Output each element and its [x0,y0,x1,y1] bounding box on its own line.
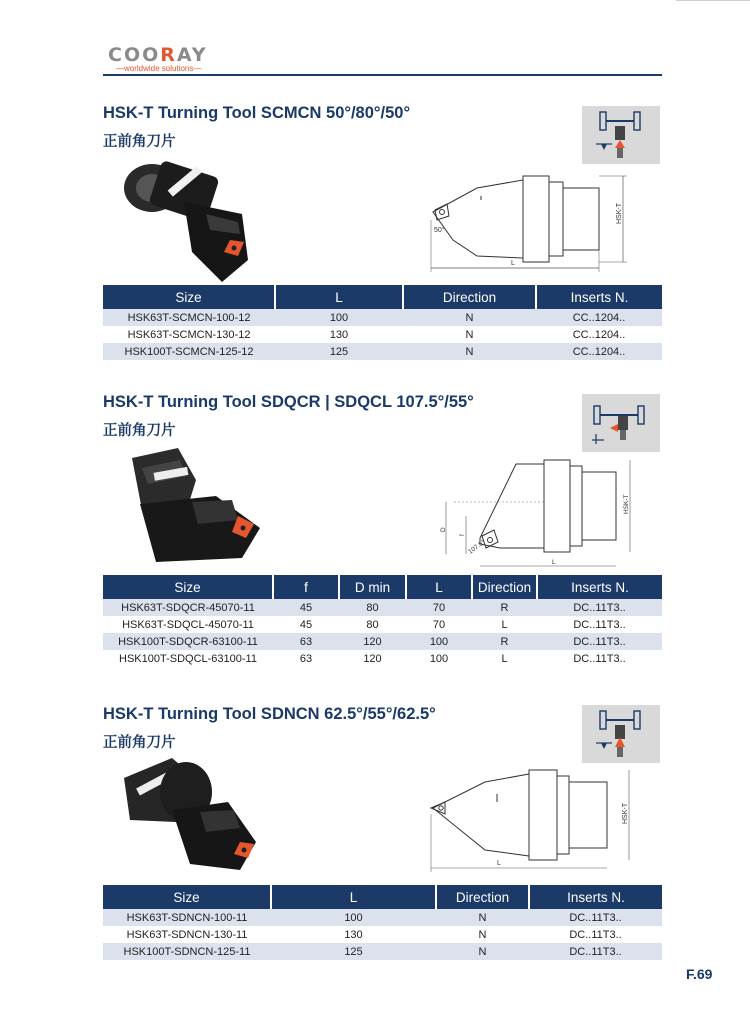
cell-size: HSK63T-SDNCN-130-11 [126,928,248,941]
col-header-l: L [275,285,403,309]
cell-f: 45 [299,618,313,631]
col-header-f: f [273,575,339,599]
drawing-length-label: L [497,860,501,867]
cell-size: HSK100T-SDQCR-63100-11 [103,633,273,650]
cell-l: 70 [432,618,446,631]
col-header-size: Size [103,285,275,309]
col-header-inserts: Inserts N. [537,575,662,599]
drawing-f-label: f [459,534,466,536]
cell-dmin: 80 [339,599,406,616]
cell-size: HSK63T-SDQCR-45070-11 [103,599,273,616]
tool-photo-sdncn [116,752,266,882]
col-header-direction: Direction [403,285,536,309]
cell-inserts: CC..1204.. [572,328,626,341]
table-row [103,650,662,667]
drawing-height-label: HSK-T [622,803,629,824]
cell-direction: L [501,652,508,665]
cell-inserts: DC..11T3.. [573,652,626,665]
spec-table-sdqc [103,575,662,667]
cell-l: 130 [344,928,363,941]
table-row [103,909,662,926]
cell-inserts: DC..11T3.. [537,633,662,650]
drawing-angle-label: 50° [434,227,445,234]
table-row [103,616,662,633]
cell-inserts: CC..1204.. [536,309,662,326]
section-2-subtitle: 正前角刀片 [103,423,176,439]
cell-dmin: 80 [366,618,379,631]
cell-size: HSK63T-SDNCN-100-11 [103,909,271,926]
cell-l: 100 [275,309,403,326]
col-header-size: Size [103,575,273,599]
col-header-l: L [406,575,472,599]
cell-inserts: DC..11T3.. [573,618,626,631]
cell-l: 130 [329,328,349,341]
cell-direction: N [403,309,536,326]
cell-direction: R [472,633,537,650]
cell-size: HSK100T-SDQCL-63100-11 [119,652,257,665]
technical-drawing-sdncn [425,768,640,881]
technical-drawing-scmcn [425,168,640,285]
cell-direction: N [436,909,529,926]
cell-f: 63 [299,652,313,665]
col-header-direction: Direction [436,885,529,909]
top-edge-rule [676,0,750,1]
spec-table-sdncn [103,885,662,960]
cell-direction: N [465,328,474,341]
brand-wordmark: COORAY [108,44,208,66]
col-header-dmin: D min [339,575,406,599]
section-1-subtitle: 正前角刀片 [103,134,176,150]
page-number: F.69 [686,966,713,982]
drawing-d-label: D [440,527,447,532]
table-row [103,926,662,943]
table-row [103,343,662,360]
section-1-title: HSK-T Turning Tool SCMCN 50°/80°/50° [103,104,411,122]
table-row [103,943,662,960]
col-header-inserts: Inserts N. [536,285,662,309]
section-3-subtitle: 正前角刀片 [103,735,176,751]
cell-l: 100 [406,633,472,650]
brand-logo [108,44,208,73]
turning-orientation-icon [582,705,660,763]
cell-size: HSK63T-SCMCN-130-12 [127,328,251,341]
cell-l: 100 [271,909,436,926]
drawing-height-label: HSK-T [623,494,630,514]
section-2-title: HSK-T Turning Tool SDQCR | SDQCL 107.5°/55° [103,393,474,411]
drawing-length-label: L [552,559,556,566]
col-header-size: Size [103,885,271,909]
header-rule [103,74,662,76]
turning-orientation-icon [582,394,660,452]
tool-photo-scmcn [114,152,264,292]
cell-size: HSK63T-SCMCN-100-12 [103,309,275,326]
cell-l: 125 [275,343,403,360]
cell-inserts: DC..11T3.. [529,943,662,960]
drawing-height-label: HSK-T [616,203,623,224]
section-3-title: HSK-T Turning Tool SDNCN 62.5°/55°/62.5° [103,705,436,723]
spec-table-scmcn [103,285,662,360]
cell-size: HSK100T-SCMCN-125-12 [103,343,275,360]
tool-photo-sdqc [120,440,268,573]
cell-l: 100 [429,652,449,665]
cell-f: 63 [273,633,339,650]
turning-orientation-icon [582,106,660,164]
cell-dmin: 120 [363,652,382,665]
technical-drawing-sdqc [440,456,640,579]
col-header-direction: Direction [472,575,537,599]
col-header-inserts: Inserts N. [529,885,662,909]
cell-inserts: DC..11T3.. [537,599,662,616]
cell-size: HSK63T-SDQCL-45070-11 [122,618,254,631]
cell-dmin: 120 [339,633,406,650]
cell-direction: L [501,618,508,631]
table-row [103,633,662,650]
drawing-length-label: L [511,260,515,267]
cell-direction: R [472,599,537,616]
col-header-l: L [271,885,436,909]
cell-direction: N [403,343,536,360]
drawing-angle-label: 107.5° [467,539,487,556]
cell-l: 70 [406,599,472,616]
table-row [103,599,662,616]
cell-size: HSK100T-SDNCN-125-11 [103,943,271,960]
cell-l: 125 [271,943,436,960]
cell-f: 45 [273,599,339,616]
table-row [103,309,662,326]
cell-inserts: CC..1204.. [536,343,662,360]
table-row [103,326,662,343]
cell-direction: N [478,928,487,941]
cell-inserts: DC..11T3.. [569,928,622,941]
cell-direction: N [436,943,529,960]
cell-inserts: DC..11T3.. [529,909,662,926]
brand-tagline: —worldwide solutions— [116,64,202,73]
